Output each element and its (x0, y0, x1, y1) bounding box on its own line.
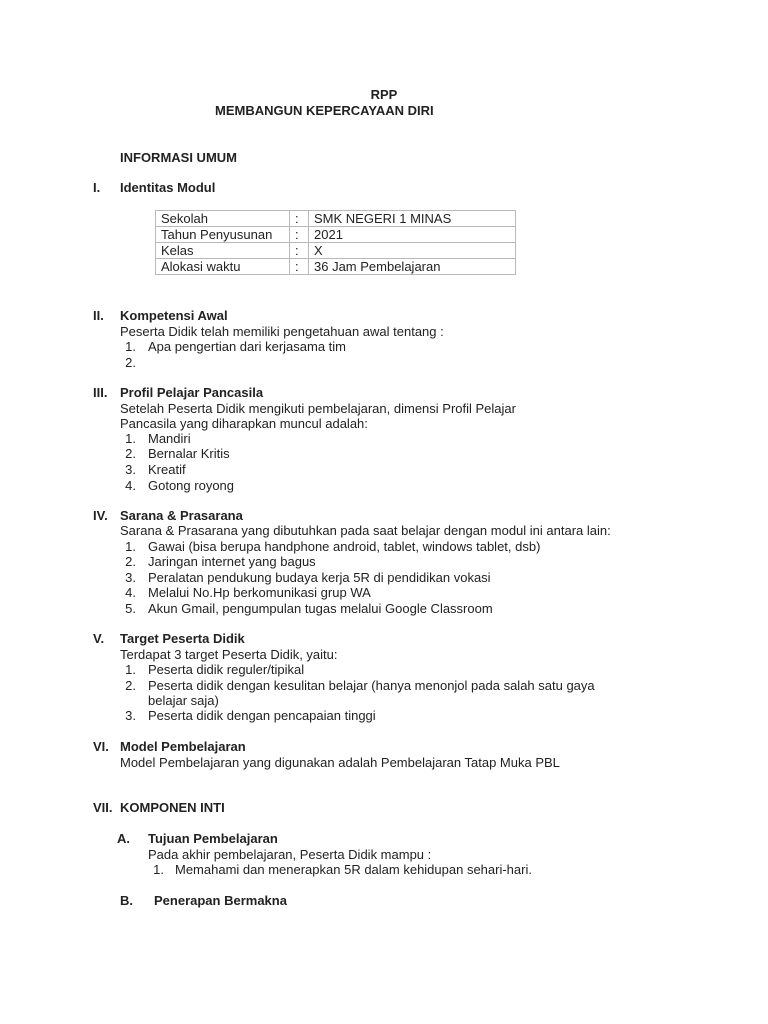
table-row (156, 227, 516, 243)
document-title: RPP (370, 87, 398, 102)
list-number: 2. (125, 355, 136, 370)
subsection-intro: Pada akhir pembelajaran, Peserta Didik mampu : (148, 847, 432, 862)
table-row (156, 259, 516, 275)
section-title-identitas-modul: Identitas Modul (120, 180, 216, 195)
table-cell-value: X (309, 243, 516, 259)
section-intro: Terdapat 3 target Peserta Didik, yaitu: (120, 647, 338, 662)
list-item-continuation: belajar saja) (148, 693, 219, 708)
section-intro: Peserta Didik telah memiliki pengetahuan awal tentang : (120, 324, 444, 339)
list-item: Peralatan pendukung budaya kerja 5R di pendidikan vokasi (148, 570, 491, 585)
section-number-2: II. (93, 308, 104, 323)
list-item: Kreatif (148, 462, 186, 477)
section-title-model-pembelajaran: Model Pembelajaran (120, 739, 246, 754)
table-cell-value: SMK NEGERI 1 MINAS (309, 211, 516, 227)
subsection-title-penerapan-bermakna: Penerapan Bermakna (154, 893, 287, 908)
section-title-sarana-prasarana: Sarana & Prasarana (120, 508, 243, 523)
section-intro: Model Pembelajaran yang digunakan adalah Pembelajaran Tatap Muka PBL (120, 755, 560, 770)
section-intro: Pancasila yang diharapkan muncul adalah: (120, 416, 368, 431)
list-item: Mandiri (148, 431, 191, 446)
list-item: Peserta didik dengan pencapaian tinggi (148, 708, 376, 723)
list-item: Memahami dan menerapkan 5R dalam kehidupan sehari-hari. (175, 862, 532, 877)
section-number-1: I. (93, 180, 101, 195)
section-heading-informasi-umum: INFORMASI UMUM (120, 150, 237, 165)
table-cell-value: 2021 (309, 227, 516, 243)
list-number: 4. (125, 585, 136, 600)
list-item: Peserta didik reguler/tipikal (148, 662, 305, 677)
table-cell-label: Kelas (156, 243, 290, 259)
section-intro: Sarana & Prasarana yang dibutuhkan pada saat belajar dengan modul ini antara lain: (120, 523, 611, 538)
table-cell-value: 36 Jam Pembelajaran (309, 259, 516, 275)
list-item: Apa pengertian dari kerjasama tim (148, 339, 346, 354)
list-item: Gawai (bisa berupa handphone android, tablet, windows tablet, dsb) (148, 539, 541, 554)
list-item: Melalui No.Hp berkomunikasi grup WA (148, 585, 371, 600)
list-number: 1. (125, 339, 136, 354)
list-number: 1. (125, 539, 136, 554)
subsection-title-tujuan-pembelajaran: Tujuan Pembelajaran (148, 831, 278, 846)
section-title-target-peserta-didik: Target Peserta Didik (120, 631, 245, 646)
list-number: 1. (153, 862, 164, 877)
section-intro: Setelah Peserta Didik mengikuti pembelajaran, dimensi Profil Pelajar (120, 401, 516, 416)
table-cell-label: Sekolah (156, 211, 290, 227)
list-item: Gotong royong (148, 478, 235, 493)
section-number-7: VII. (93, 800, 113, 815)
table-row (156, 211, 516, 227)
list-number: 5. (125, 601, 136, 616)
list-number: 3. (125, 570, 136, 585)
table-cell-separator: : (290, 227, 309, 243)
list-number: 1. (125, 662, 136, 677)
list-item: Jaringan internet yang bagus (148, 554, 316, 569)
table-row (156, 243, 516, 259)
document-subtitle: MEMBANGUN KEPERCAYAAN DIRI (215, 103, 434, 118)
list-item: Bernalar Kritis (148, 446, 230, 461)
subsection-letter-b: B. (120, 893, 133, 908)
table-cell-label: Tahun Penyusunan (156, 227, 290, 243)
list-number: 4. (125, 478, 136, 493)
list-item: Akun Gmail, pengumpulan tugas melalui Google Classroom (148, 601, 493, 616)
list-number: 2. (125, 446, 136, 461)
identity-table (155, 210, 516, 275)
table-cell-label: Alokasi waktu (156, 259, 290, 275)
table-cell-separator: : (290, 211, 309, 227)
list-item: Peserta didik dengan kesulitan belajar (hanya menonjol pada salah satu gaya (148, 678, 595, 693)
section-number-6: VI. (93, 739, 109, 754)
section-title-komponen-inti: KOMPONEN INTI (120, 800, 225, 815)
list-number: 2. (125, 678, 136, 693)
list-number: 3. (125, 462, 136, 477)
list-number: 3. (125, 708, 136, 723)
list-number: 2. (125, 554, 136, 569)
section-number-5: V. (93, 631, 105, 646)
section-title-kompetensi-awal: Kompetensi Awal (120, 308, 228, 323)
list-number: 1. (125, 431, 136, 446)
section-number-3: III. (93, 385, 108, 400)
table-cell-separator: : (290, 243, 309, 259)
section-number-4: IV. (93, 508, 108, 523)
subsection-letter-a: A. (117, 831, 130, 846)
section-title-profil-pelajar: Profil Pelajar Pancasila (120, 385, 264, 400)
table-cell-separator: : (290, 259, 309, 275)
